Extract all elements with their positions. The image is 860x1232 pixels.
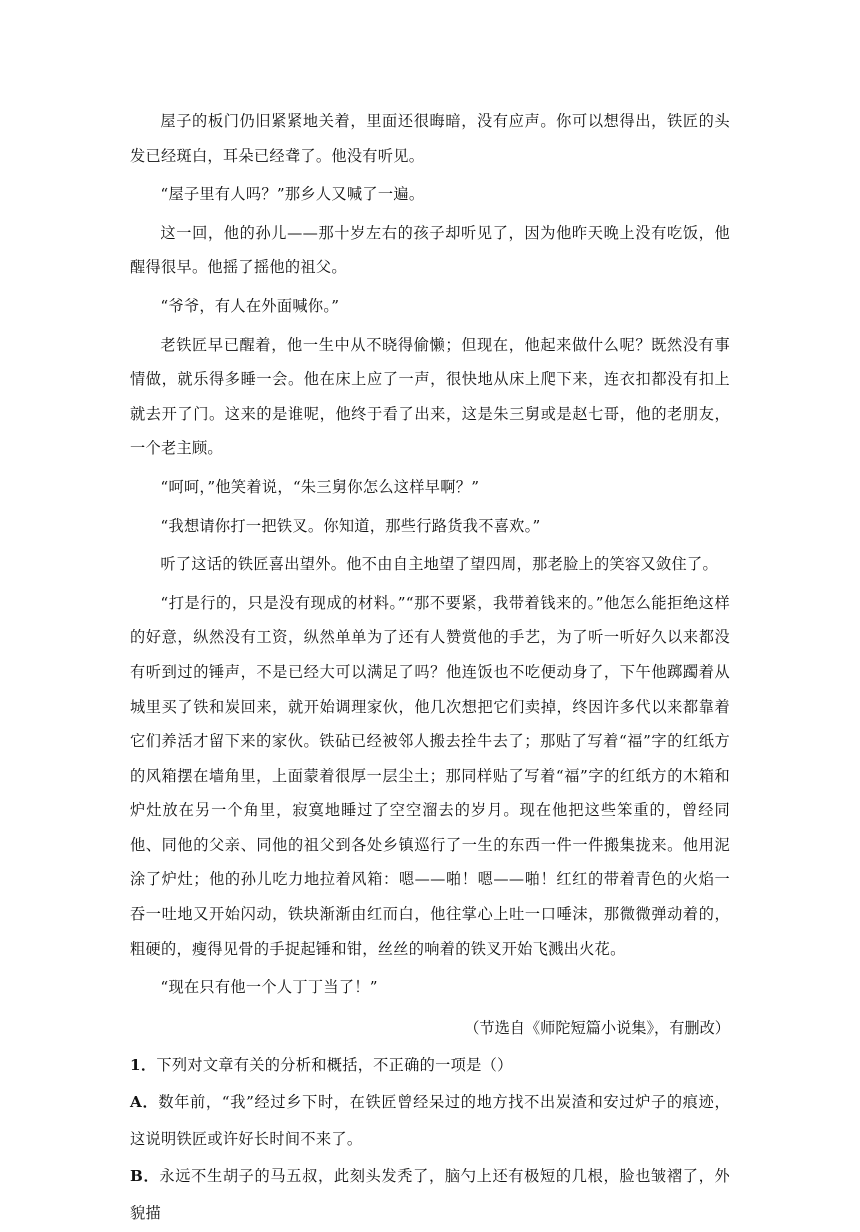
paragraph-4: “爷爷，有人在外面喊你。” xyxy=(160,296,340,315)
question-number: 1． xyxy=(130,1055,157,1074)
option-b xyxy=(130,1158,730,1232)
option-b-text: 永远不生胡子的马五叔，此刻头发秃了，脑勺上还有极短的几根，脸也皱褶了，外貌描 xyxy=(130,1166,730,1222)
paragraph-5: 老铁匠早已醒着，他一生中从不晓得偷懒；但现在，他起来做什么呢？既然没有事情做，就乐得多睡一会。他在床上应了一声，很快地从床上爬下来，连衣扣都没有扣上就去开了门。这来的是谁呢，他终于看了出来，这是朱三舅或是赵七哥，他的老朋友，一个老主顾。 xyxy=(130,335,730,458)
option-a xyxy=(130,1084,730,1158)
question-stem xyxy=(130,1047,730,1084)
paragraph-2: “屋子里有人吗？”那乡人又喊了一遍。 xyxy=(160,185,425,204)
paragraph-8: 听了这话的铁匠喜出望外。他不由自主地望了望四周，那老脸上的笑容又敛住了。 xyxy=(160,555,718,574)
paragraph-7: “我想请你打一把铁叉。你知道，那些行路货我不喜欢。” xyxy=(160,516,541,535)
source-citation: （节选自《师陀短篇小说集》，有删改） xyxy=(464,1018,730,1037)
option-a-letter: A． xyxy=(130,1092,159,1111)
paragraph-9: “打是行的，只是没有现成的材料。”“那不要紧，我带着钱来的。”他怎么能拒绝这样的好意，纵然没有工资，纵然单单为了还有人赞赏他的手艺，为了听一听好久以来都没有听到过的锤声，不是已经大可以满足了吗？他连饭也不吃便动身了，下午他踯躅着从城里买了铁和炭回来，就开始调理家伙，他几次想把它们卖掉，终因许多代以来都靠着它们养活才留下来的家伙。铁砧已经被邻人搬去拴牛去了；那贴了写着“福”字的红纸方的风箱摆在墙角里，上面蒙着很厚一层尘土；那同样贴了写着“福”字的红纸方的木箱和炉灶放在另一个角里，寂寞地睡过了空空溜去的岁月。现在他把这些笨重的，曾经同他、同他的父亲、同他的祖父到各处乡镇巡行了一生的东西一件一件搬集拢来。他用泥涂了炉灶；他的孙儿吃力地拉着风箱：嗯——啪！嗯——啪！红红的带着青色的火焰一吞一吐地又开始闪动，铁块渐渐由红而白，他往掌心上吐一口唾沫，那微微弹动着的，粗硬的，瘦得见骨的手捉起锤和钳，丝丝的响着的铁叉开始飞溅出火花。 xyxy=(130,593,730,958)
paragraph-6: “呵呵，”他笑着说，“朱三舅你怎么这样早啊？” xyxy=(160,477,480,496)
paragraph-1: 屋子的板门仍旧紧紧地关着，里面还很晦暗，没有应声。你可以想得出，铁匠的头发已经斑白，耳朵已经聋了。他没有听见。 xyxy=(130,112,730,165)
option-b-letter: B． xyxy=(130,1166,160,1185)
paragraph-10: “现在只有他一个人丁丁当了！” xyxy=(160,978,378,997)
document-page xyxy=(130,104,730,1232)
paragraph-3: 这一回，他的孙儿——那十岁左右的孩子却听见了，因为他昨天晚上没有吃饭，他醒得很早。他摇了摇他的祖父。 xyxy=(130,223,730,277)
question-text: 下列对文章有关的分析和概括，不正确的一项是（） xyxy=(156,1055,513,1074)
option-a-text: 数年前，“我”经过乡下时，在铁匠曾经呆过的地方找不出炭渣和安过炉子的痕迹，这说明铁匠或许好长时间不来了。 xyxy=(130,1092,730,1148)
